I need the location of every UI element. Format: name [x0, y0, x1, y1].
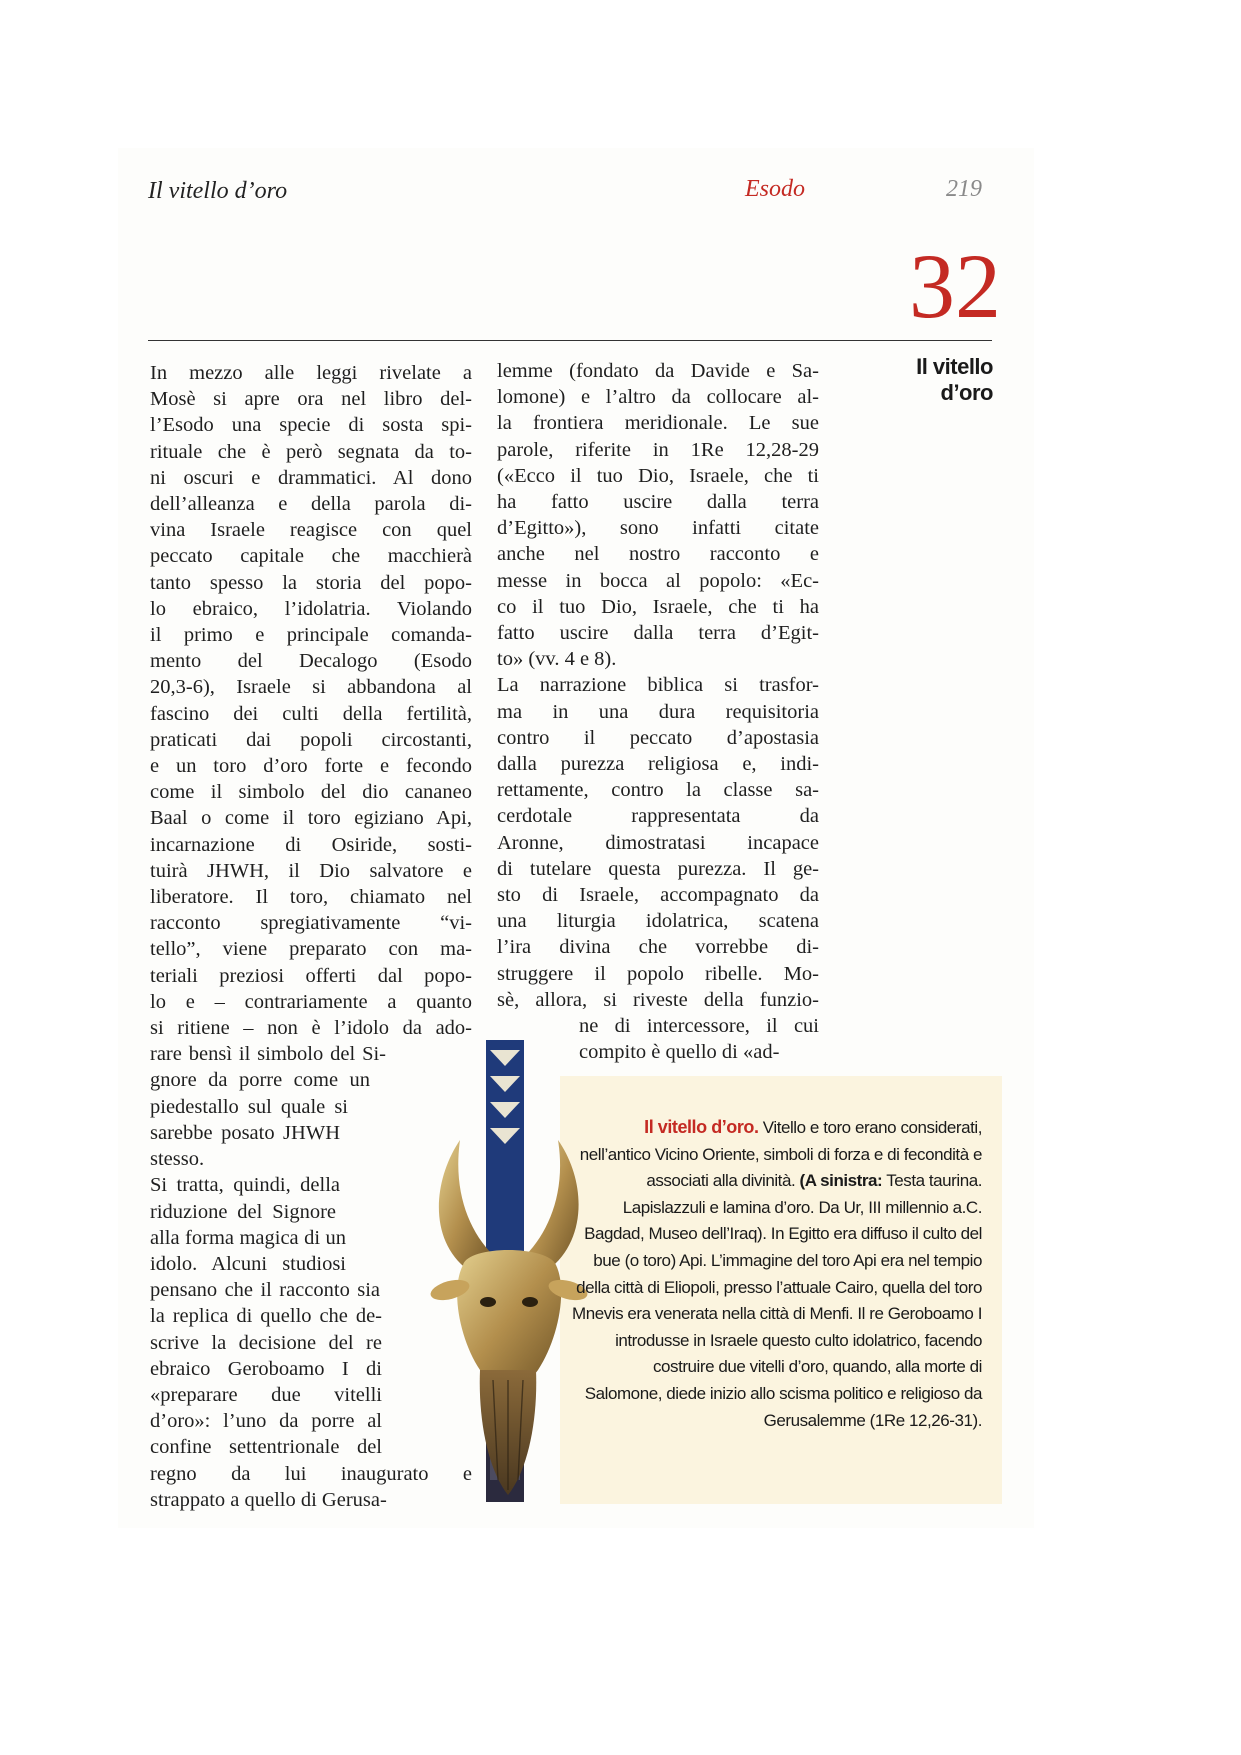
text-line: La narrazione biblica si trasfor- [497, 674, 819, 697]
text-line: In mezzo alle leggi rivelate a [150, 362, 472, 384]
caption-label: (A sinistra: [799, 1171, 883, 1191]
text-line: di tutelare questa purezza. Il ge- [497, 857, 819, 880]
text-line: il primo e principale comanda- [150, 624, 472, 647]
text-line: tello”, viene preparato con ma- [150, 938, 472, 961]
text-line: vina Israele reagisce con quel [150, 519, 472, 542]
text-line: ebraico Geroboamo I di [150, 1357, 382, 1380]
text-line: messe in bocca al popolo: «Ec- [497, 569, 819, 592]
text-line: Si tratta, quindi, della [150, 1174, 340, 1197]
text-line: gnore da porre come un [150, 1069, 370, 1092]
caption-title: Il vitello d’oro. [644, 1117, 759, 1137]
page-number: 219 [946, 176, 982, 202]
text-line: l’Esodo una specie di sosta spi- [150, 414, 472, 437]
chapter-title-line-2: d’oro [940, 380, 993, 405]
text-line: racconto spregiativamente “vi- [150, 912, 472, 935]
text-line: ne di intercessore, il cui [579, 1015, 819, 1038]
text-line: rituale che è però segnata da to- [150, 440, 472, 463]
text-line: anche nel nostro racconto e [497, 543, 819, 566]
text-line: idolo. Alcuni studiosi [150, 1252, 346, 1275]
header-divider [148, 340, 992, 341]
text-line: sto di Israele, accompagnato da [497, 884, 819, 907]
running-title: Il vitello d’oro [148, 178, 288, 204]
text-line: d’oro»: l’uno da porre al [150, 1410, 382, 1433]
text-line: una liturgia idolatrica, scatena [497, 910, 819, 933]
caption-text [572, 1114, 982, 1434]
text-line: lomone) e l’altro da collocare al- [497, 386, 819, 409]
text-line: Mosè si apre ora nel libro del- [150, 388, 472, 411]
text-line: cerdotale rappresentata da [497, 805, 819, 828]
text-line: fatto uscire dalla terra d’Egit- [497, 622, 819, 645]
text-line: piedestallo sul quale si [150, 1095, 348, 1118]
text-line: peccato capitale che macchierà [150, 545, 472, 568]
caption-text-part-2: Testa taurina. Lapislazzuli e lamina d’oro. Da Ur, III millennio a.C. Bagdad, Museo dell’Iraq). In Egitto era diffuso il culto del bue (o toro) Api. L’immagine del toro Api era nel tempio della città di Eliopoli, presso l’attuale Cairo, quella del toro Mnevis era venerata nella città di Menfi. Il re Geroboamo I introdusse in Israele questo culto idolatrico, facendo costruire due vitelli d’oro, quando, alla morte di Salomone, diede inizio allo scisma politico e religioso da Gerusalemme (1Re 12,26-31). [572, 1171, 982, 1430]
text-line: rettamente, contro la classe sa- [497, 779, 819, 802]
body-column-middle [497, 358, 819, 1065]
text-line: 20,3-6), Israele si abbandona al [150, 676, 472, 699]
text-line: rare bensì il simbolo del Si- [150, 1043, 386, 1066]
text-line: «preparare due vitelli [150, 1383, 382, 1406]
text-line: riduzione del Signore [150, 1200, 336, 1223]
text-line: Aronne, dimostratasi incapace [497, 831, 819, 854]
text-line: to» (vv. 4 e 8). [497, 648, 617, 671]
text-line: lemme (fondato da Davide e Sa- [497, 360, 819, 382]
caption-text-part-1: Vitello e toro erano considerati, nell’antico Vicino Oriente, simboli di forza e di fecondità e associati alla divinità. [579, 1118, 982, 1191]
text-line: incarnazione di Osiride, sosti- [150, 833, 472, 856]
text-line: liberatore. Il toro, chiamato nel [150, 886, 472, 909]
text-line: la replica di quello che de- [150, 1305, 382, 1328]
text-line: pensano che il racconto sia [150, 1279, 380, 1302]
text-line: come il simbolo del dio cananeo [150, 781, 472, 804]
text-line: l’ira divina che vorrebbe di- [497, 936, 819, 959]
text-line: Baal o come il toro egiziano Api, [150, 807, 472, 830]
text-line: regno da lui inaugurato e [150, 1462, 472, 1485]
chapter-side-title [853, 354, 993, 406]
text-line: lo ebraico, l’idolatria. Violando [150, 597, 472, 620]
text-line: lo e – contrariamente a quanto [150, 990, 472, 1013]
text-line: confine settentrionale del [150, 1436, 382, 1459]
text-line: fascino dei culti della fertilità, [150, 702, 472, 725]
text-line: scrive la decisione del re [150, 1331, 382, 1354]
text-line: tuirà JHWH, il Dio salvatore e [150, 859, 472, 882]
text-line: ni oscuri e drammatici. Al dono [150, 466, 472, 489]
text-line: la frontiera meridionale. Le sue [497, 412, 819, 435]
text-line: alla forma magica di un [150, 1226, 346, 1249]
text-line: sarebbe posato JHWH [150, 1121, 340, 1144]
text-line: tanto spesso la storia del popo- [150, 571, 472, 594]
text-line: praticati dai popoli circostanti, [150, 728, 472, 751]
text-line: sè, allora, si riveste della funzio- [497, 988, 819, 1011]
chapter-number: 32 [909, 235, 1001, 337]
text-line: ha fatto uscire dalla terra [497, 491, 819, 514]
section-name: Esodo [745, 176, 805, 202]
text-line: si ritiene – non è l’idolo da ado- [150, 1017, 472, 1040]
text-line: dalla purezza religiosa e, indi- [497, 753, 819, 776]
text-line: struggere il popolo ribelle. Mo- [497, 962, 819, 985]
text-line: teriali preziosi offerti dal popo- [150, 964, 472, 987]
text-line: co il tuo Dio, Israele, che ti ha [497, 595, 819, 618]
text-line: strappato a quello di Gerusa- [150, 1488, 387, 1511]
text-line: dell’alleanza e della parola di- [150, 493, 472, 516]
text-line: ma in una dura requisitoria [497, 700, 819, 723]
text-line: mento del Decalogo (Esodo [150, 650, 472, 673]
text-line: («Ecco il tuo Dio, Israele, che ti [497, 464, 819, 487]
text-line: stesso. [150, 1148, 205, 1171]
text-line: parole, riferite in 1Re 12,28-29 [497, 438, 819, 461]
text-line: contro il peccato d’apostasia [497, 726, 819, 749]
text-line: d’Egitto»), sono infatti citate [497, 517, 819, 540]
text-line: compito è quello di «ad- [579, 1041, 780, 1064]
text-line: e un toro d’oro forte e fecondo [150, 755, 472, 778]
chapter-title-line-1: Il vitello [916, 354, 993, 379]
